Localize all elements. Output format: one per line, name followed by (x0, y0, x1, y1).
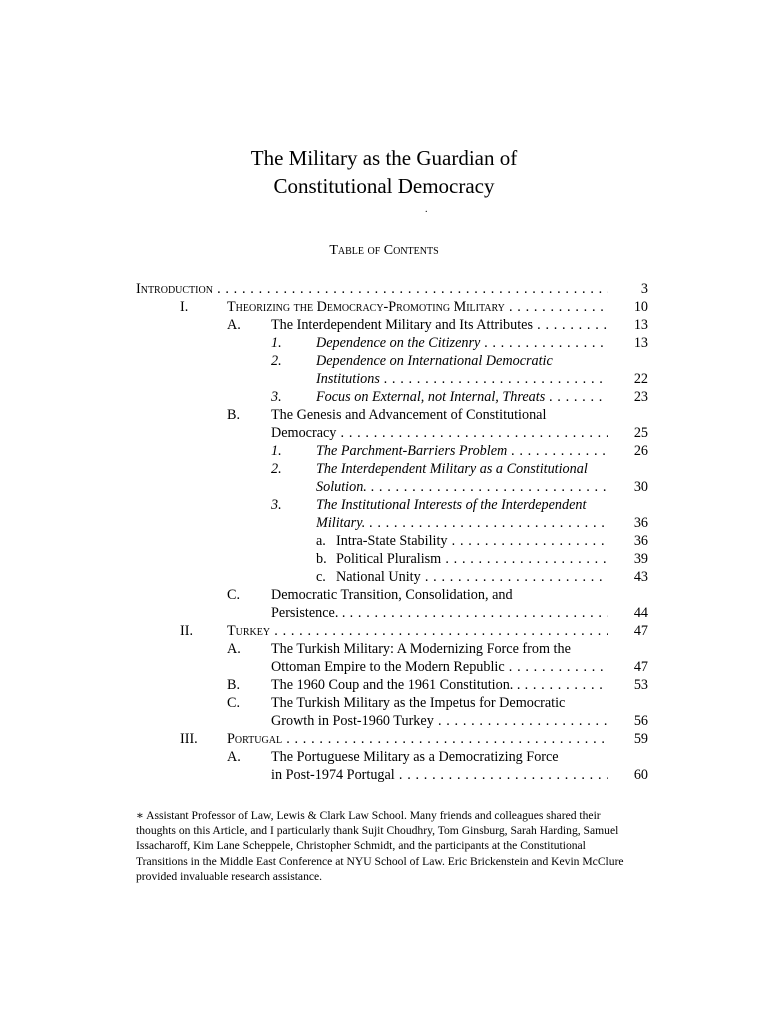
toc-entry-page: 23 (633, 389, 648, 405)
toc-entry-page: 59 (633, 731, 648, 747)
toc-entry-text: Democracy . . . (271, 424, 608, 442)
toc-entry-1a1 (0, 334, 768, 352)
toc-entry-page: 36 (633, 515, 648, 531)
toc-entry-number: II. (180, 623, 193, 639)
toc-entry-text: Dependence on International Democratic (316, 353, 553, 369)
toc-entry-page: 13 (633, 317, 648, 333)
toc-entry-number: A. (227, 317, 241, 333)
toc-entry-number: 2. (271, 461, 282, 477)
toc-entry-number: III. (180, 731, 198, 747)
toc-heading: Table of Contents (329, 243, 439, 258)
toc-entry-page: 60 (633, 767, 648, 783)
toc-entry-text: in Post-1974 Portugal . . . (271, 766, 608, 784)
toc-entry-text: The Portuguese Military as a Democratizing Force (271, 749, 559, 765)
toc-entry-text: Solution. . . . (316, 478, 608, 496)
toc-entry-number: 1. (271, 335, 282, 351)
toc-entry-1c (0, 586, 768, 604)
toc-entry-1b3c (0, 568, 768, 586)
toc-entry-number: c. (316, 569, 326, 585)
toc-entry-introduction (0, 280, 768, 298)
toc-entry-3a-cont (0, 766, 768, 784)
toc-entry-1a2 (0, 352, 768, 370)
toc-entry-text: Turkey . . . (227, 622, 608, 640)
toc-entry-page: 53 (633, 677, 648, 693)
toc-entry-number: A. (227, 749, 241, 765)
toc-entry-1b3 (0, 496, 768, 514)
toc-entry-text: The Institutional Interests of the Interdependent (316, 497, 587, 513)
toc-entry-page: 47 (633, 659, 648, 675)
toc-entry-text: Institutions . . . (316, 370, 608, 388)
toc-entry-page: 25 (633, 425, 648, 441)
table-of-contents (0, 280, 768, 784)
toc-entry-page: 13 (633, 335, 648, 351)
toc-entry-text: The Turkish Military: A Modernizing Force from the (271, 641, 571, 657)
toc-entry-text: Theorizing the Democracy-Promoting Military . . . (227, 298, 608, 316)
toc-entry-number: I. (180, 299, 189, 315)
author-footnote: ∗ Assistant Professor of Law, Lewis & Clark Law School. Many friends and colleagues shared their thoughts on this Article, and I particularly thank Sujit Choudhry, Tom Ginsburg, Sarah Harding, Samuel Issacharoff, Kim Lane Scheppele, Christopher Schmidt, and the participants at the Constitutional Transitions in the Middle East Conference at NYU School of Law. Eric Brickenstein and Kevin McClure provided invaluable research assistance. (136, 809, 624, 883)
toc-entry-1b2 (0, 460, 768, 478)
toc-entry-3a (0, 748, 768, 766)
toc-entry-text: The Turkish Military as the Impetus for Democratic (271, 695, 566, 711)
toc-entry-number: a. (316, 533, 326, 549)
title-line-2: Constitutional Democracy (273, 174, 495, 198)
toc-entry-1c-cont (0, 604, 768, 622)
toc-entry-text: Persistence. . . . . (271, 604, 608, 622)
toc-entry-page: 43 (633, 569, 648, 585)
toc-entry-number: 1. (271, 443, 282, 459)
toc-entry-text: Ottoman Empire to the Modern Republic . . . (271, 658, 608, 676)
toc-entry-text: Democratic Transition, Consolidation, and (271, 587, 513, 603)
toc-entry-text: The Interdependent Military and Its Attributes . . . (271, 316, 608, 334)
toc-entry-number: C. (227, 587, 241, 603)
toc-entry-page: 56 (633, 713, 648, 729)
toc-entry-1a2-cont (0, 370, 768, 388)
toc-entry-2b (0, 676, 768, 694)
title-line-1: The Military as the Guardian of (250, 146, 518, 170)
toc-entry-page: 22 (633, 371, 648, 387)
toc-entry-number: B. (227, 407, 241, 423)
toc-entry-number: B. (227, 677, 241, 693)
toc-entry-2a (0, 640, 768, 658)
toc-entry-1b3b (0, 550, 768, 568)
toc-entry-page: 3 (640, 281, 648, 297)
toc-entry-1b3a (0, 532, 768, 550)
toc-entry-part-2 (0, 622, 768, 640)
toc-entry-1b-cont (0, 424, 768, 442)
toc-entry-text: The Interdependent Military as a Constitutional (316, 461, 588, 477)
toc-entry-text: National Unity . . . (336, 568, 608, 586)
toc-entry-page: 44 (633, 605, 648, 621)
toc-entry-number: 2. (271, 353, 282, 369)
toc-entry-text: The Parchment-Barriers Problem . . . (316, 442, 608, 460)
toc-entry-1b2-cont (0, 478, 768, 496)
toc-entry-text: Growth in Post-1960 Turkey . . . (271, 712, 608, 730)
toc-entry-page: 10 (633, 299, 648, 315)
toc-entry-part-3 (0, 730, 768, 748)
toc-entry-text: Political Pluralism . . . (336, 550, 608, 568)
toc-entry-text: Portugal . . . (227, 730, 608, 748)
toc-entry-text: Intra-State Stability . . . (336, 532, 608, 550)
toc-entry-page: 36 (633, 533, 648, 549)
toc-entry-page: 30 (633, 479, 648, 495)
toc-entry-number: C. (227, 695, 241, 711)
toc-entry-1b3-cont (0, 514, 768, 532)
toc-entry-text: Focus on External, not Internal, Threats . . . (316, 388, 608, 406)
toc-entry-text: Military. . . . (316, 514, 608, 532)
toc-entry-text: Introduction . . . (136, 280, 608, 298)
toc-entry-2c (0, 694, 768, 712)
toc-entry-number: A. (227, 641, 241, 657)
toc-entry-number: b. (316, 551, 327, 567)
toc-entry-1a3 (0, 388, 768, 406)
toc-entry-2a-cont (0, 658, 768, 676)
toc-entry-1b1 (0, 442, 768, 460)
toc-entry-1b (0, 406, 768, 424)
toc-entry-number: 3. (271, 497, 282, 513)
toc-entry-part-1 (0, 298, 768, 316)
toc-entry-page: 39 (633, 551, 648, 567)
toc-entry-text: The Genesis and Advancement of Constitutional (271, 407, 547, 423)
toc-entry-number: 3. (271, 389, 282, 405)
toc-entry-page: 26 (633, 443, 648, 459)
toc-entry-1a (0, 316, 768, 334)
toc-entry-2c-cont (0, 712, 768, 730)
toc-entry-page: 47 (633, 623, 648, 639)
toc-entry-text: The 1960 Coup and the 1961 Constitution. . . . . (271, 676, 608, 694)
toc-entry-text: Dependence on the Citizenry . . . (316, 334, 608, 352)
title-footnote-mark: . (425, 204, 428, 215)
